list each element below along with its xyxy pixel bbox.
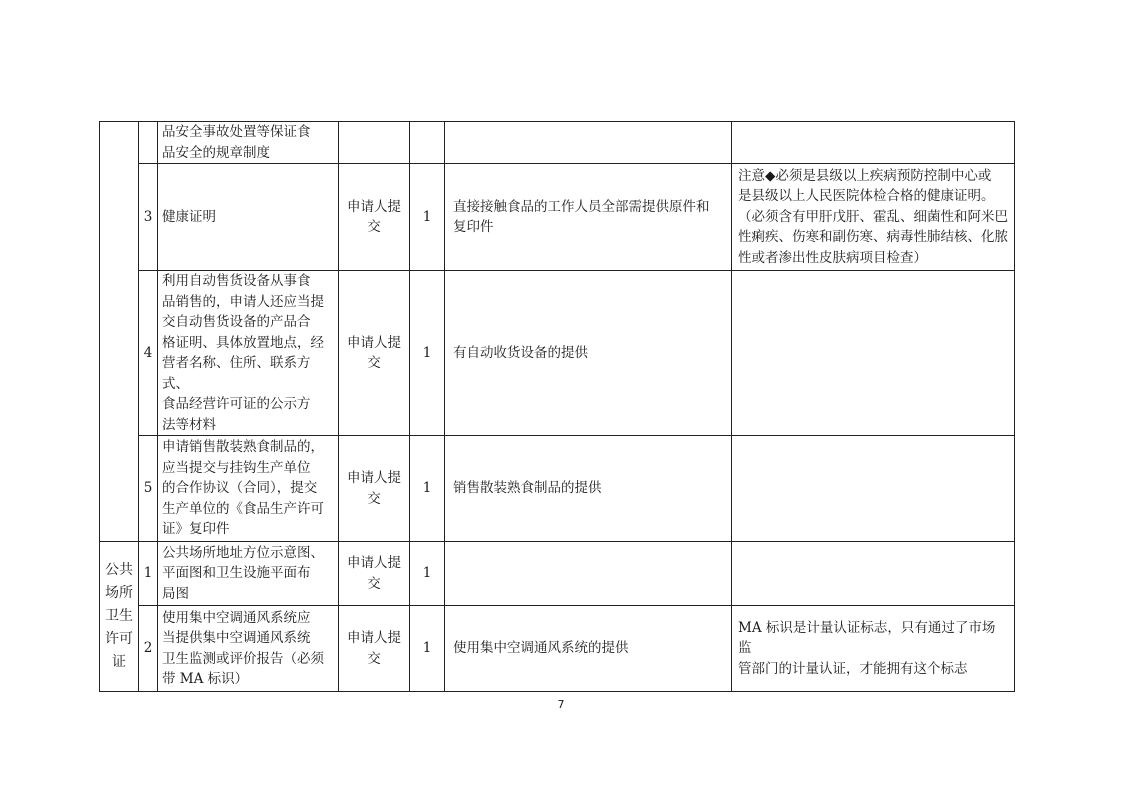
material-name: 申请销售散装熟食制品的， 应当提交与挂钩生产单位 的合作协议（合同），提交 生产单位的《食品生产许可 证》复印件 <box>158 436 339 542</box>
note: 注意◆必须是县级以上疾病预防控制中心或 是县级以上人民医院体检合格的健康证明。 （必须含有甲肝戊肝、霍乱、细菌性和阿米巴 性痢疾、伤寒和副伤寒、病毒性肺结核、化脓 性或者渗出性皮肤病项目检查） <box>732 164 1015 271</box>
quantity <box>410 122 445 164</box>
submitter: 申请人提交 <box>339 436 410 542</box>
quantity: 1 <box>410 542 445 606</box>
material-name: 品安全事故处置等保证食 品安全的规章制度 <box>158 122 339 164</box>
item-number: 1 <box>139 542 158 606</box>
material-name: 利用自动售货设备从事食 品销售的，申请人还应当提 交自动售货设备的产品合 格证明、具体放置地点，经 营者名称、住所、联系方式、 食品经营许可证的公示方 法等材料 <box>158 271 339 436</box>
quantity: 1 <box>410 436 445 542</box>
page-number: 7 <box>557 698 565 711</box>
note <box>732 542 1015 606</box>
quantity: 1 <box>410 271 445 436</box>
item-number: 4 <box>139 271 158 436</box>
table-row <box>100 271 1015 436</box>
item-number: 2 <box>139 606 158 692</box>
requirement <box>445 542 732 606</box>
table-row <box>100 606 1015 692</box>
table-row <box>100 436 1015 542</box>
table-row <box>100 122 1015 164</box>
submitter <box>339 122 410 164</box>
quantity: 1 <box>410 164 445 271</box>
item-number: 3 <box>139 164 158 271</box>
submitter: 申请人提交 <box>339 164 410 271</box>
submitter: 申请人提交 <box>339 606 410 692</box>
submitter: 申请人提交 <box>339 542 410 606</box>
materials-table <box>99 121 1015 692</box>
note <box>732 271 1015 436</box>
note <box>732 122 1015 164</box>
requirement: 直接接触食品的工作人员全部需提供原件和 复印件 <box>445 164 732 271</box>
material-name: 使用集中空调通风系统应 当提供集中空调通风系统 卫生监测或评价报告（必须 带 MA 标识） <box>158 606 339 692</box>
item-number: 5 <box>139 436 158 542</box>
requirement: 有自动收货设备的提供 <box>445 271 732 436</box>
category-cell-empty <box>100 122 139 542</box>
category-label: 公共 场所 卫生 许可 证 <box>100 542 139 692</box>
material-name: 公共场所地址方位示意图、 平面图和卫生设施平面布 局图 <box>158 542 339 606</box>
requirement: 销售散装熟食制品的提供 <box>445 436 732 542</box>
material-name: 健康证明 <box>158 164 339 271</box>
table-row <box>100 164 1015 271</box>
item-number <box>139 122 158 164</box>
note <box>732 436 1015 542</box>
submitter: 申请人提交 <box>339 271 410 436</box>
table-row <box>100 542 1015 606</box>
note: MA 标识是计量认证标志，只有通过了市场监 管部门的计量认证，才能拥有这个标志 <box>732 606 1015 692</box>
requirement <box>445 122 732 164</box>
requirement: 使用集中空调通风系统的提供 <box>445 606 732 692</box>
quantity: 1 <box>410 606 445 692</box>
